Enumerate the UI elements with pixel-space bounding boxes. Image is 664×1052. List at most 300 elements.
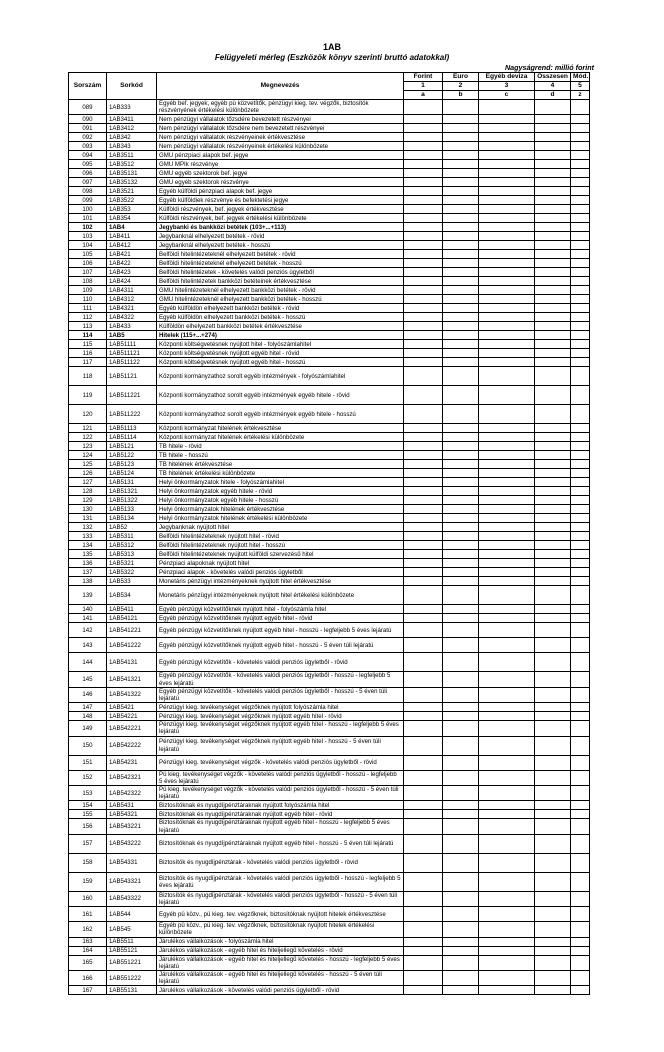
row-value-cell [443, 367, 479, 386]
table-row [69, 469, 590, 478]
row-value-cell [535, 349, 571, 358]
table-row [69, 541, 590, 550]
table-row [69, 169, 590, 178]
header-sorszam: Sorszám [69, 73, 107, 100]
header-col-letter: a [404, 91, 443, 100]
row-value-cell [443, 922, 479, 937]
row-value-cell [535, 703, 571, 712]
row-megnevezes: Jegybanknak nyújtott hitel [157, 523, 404, 532]
table-row [69, 433, 590, 442]
row-sorszam: 100 [69, 205, 107, 214]
table-row [69, 770, 590, 785]
row-sorszam: 131 [69, 514, 107, 523]
table-row [69, 712, 590, 721]
row-value-cell [404, 478, 443, 487]
row-value-cell [443, 623, 479, 638]
table-row [69, 151, 590, 160]
header-col-name: Euro [443, 73, 479, 82]
row-value-cell [479, 367, 535, 386]
row-value-cell [404, 142, 443, 151]
row-value-cell [479, 478, 535, 487]
row-value-cell [535, 133, 571, 142]
row-value-cell [479, 487, 535, 496]
row-value-cell [571, 214, 590, 223]
row-value-cell [443, 214, 479, 223]
table-row [69, 736, 590, 755]
row-value-cell [443, 907, 479, 922]
table-row [69, 160, 590, 169]
row-value-cell [571, 496, 590, 505]
row-value-cell [535, 295, 571, 304]
row-value-cell [535, 755, 571, 770]
row-value-cell [535, 214, 571, 223]
row-value-cell [535, 340, 571, 349]
row-value-cell [571, 810, 590, 819]
row-megnevezes: Belföldi hitelintézeteknek nyújtott hitel - rövid [157, 532, 404, 541]
row-value-cell [571, 986, 590, 995]
row-value-cell [443, 801, 479, 810]
row-value-cell [571, 433, 590, 442]
row-value-cell [571, 703, 590, 712]
table-row [69, 946, 590, 955]
row-value-cell [479, 971, 535, 986]
row-value-cell [535, 250, 571, 259]
row-value-cell [443, 322, 479, 331]
row-value-cell [404, 801, 443, 810]
row-value-cell [535, 623, 571, 638]
row-value-cell [571, 523, 590, 532]
row-sorszam: 107 [69, 268, 107, 277]
form-code: 1AB [322, 42, 341, 52]
row-value-cell [479, 872, 535, 891]
row-value-cell [404, 322, 443, 331]
row-sorkod: 1AB411 [107, 232, 157, 241]
table-row [69, 872, 590, 891]
table-row [69, 614, 590, 623]
row-value-cell [535, 922, 571, 937]
row-value-cell [443, 424, 479, 433]
row-sorkod: 1AB5421 [107, 703, 157, 712]
row-value-cell [404, 178, 443, 187]
row-sorkod: 1AB542221 [107, 721, 157, 736]
table-row [69, 514, 590, 523]
row-value-cell [479, 550, 535, 559]
row-sorszam: 094 [69, 151, 107, 160]
row-value-cell [571, 605, 590, 614]
row-value-cell [443, 755, 479, 770]
row-value-cell [404, 205, 443, 214]
header-col-num: 4 [535, 82, 571, 91]
row-value-cell [404, 687, 443, 702]
row-value-cell [404, 259, 443, 268]
row-sorszam: 098 [69, 187, 107, 196]
row-sorszam: 115 [69, 340, 107, 349]
row-value-cell [535, 331, 571, 340]
table-row [69, 505, 590, 514]
row-value-cell [535, 801, 571, 810]
row-sorkod: 1AB342 [107, 133, 157, 142]
table-row [69, 755, 590, 770]
row-megnevezes: Belföldi hitelintézeteknek nyújtott hitel - hosszú [157, 541, 404, 550]
row-sorkod: 1AB542322 [107, 786, 157, 801]
row-sorszam: 156 [69, 819, 107, 834]
row-value-cell [479, 232, 535, 241]
row-sorkod: 1AB54331 [107, 853, 157, 872]
row-megnevezes: TB hitele - hosszú [157, 451, 404, 460]
row-sorkod: 1AB511221 [107, 386, 157, 405]
row-value-cell [404, 295, 443, 304]
row-value-cell [443, 971, 479, 986]
row-value-cell [404, 160, 443, 169]
header-col-letter: b [443, 91, 479, 100]
row-value-cell [443, 605, 479, 614]
row-sorkod: 1AB5411 [107, 605, 157, 614]
row-value-cell [479, 340, 535, 349]
row-sorszam: 159 [69, 872, 107, 891]
row-value-cell [571, 687, 590, 702]
row-value-cell [443, 786, 479, 801]
row-sorkod: 1AB543322 [107, 891, 157, 906]
header-megnevezes: Megnevezés [157, 73, 404, 100]
row-value-cell [535, 241, 571, 250]
row-value-cell [571, 268, 590, 277]
row-value-cell [571, 169, 590, 178]
row-value-cell [404, 460, 443, 469]
row-megnevezes: Biztosítóknak és nyugdíjpénztáraknak nyújtott egyéb hitel - hosszú - legfeljebb 5 éves lejáratú [157, 819, 404, 834]
row-megnevezes: Monetáris pénzügyi intézményeknek nyújtott hitel értékvesztése [157, 577, 404, 586]
row-sorkod: 1AB3511 [107, 151, 157, 160]
row-sorszam: 127 [69, 478, 107, 487]
row-megnevezes: Belföldi hitelintézetek - követelés valódi penziós ügyletből [157, 268, 404, 277]
table-row [69, 955, 590, 970]
row-value-cell [571, 505, 590, 514]
row-sorszam: 125 [69, 460, 107, 469]
row-value-cell [404, 358, 443, 367]
row-sorkod: 1AB5511 [107, 937, 157, 946]
row-value-cell [479, 559, 535, 568]
row-sorkod: 1AB353 [107, 205, 157, 214]
row-value-cell [404, 241, 443, 250]
table-row [69, 115, 590, 124]
row-value-cell [535, 638, 571, 653]
table-row [69, 819, 590, 834]
row-value-cell [443, 834, 479, 853]
row-value-cell [571, 532, 590, 541]
row-sorszam: 101 [69, 214, 107, 223]
row-value-cell [535, 100, 571, 115]
row-value-cell [404, 605, 443, 614]
row-value-cell [535, 687, 571, 702]
row-value-cell [404, 442, 443, 451]
row-megnevezes: Pénzügyi kieg. tevékenységet végzőknek nyújtott egyéb hitel - hosszú - legfeljebb 5 éves lejáratú [157, 721, 404, 736]
row-megnevezes: Külföldi részvények, bef. jegyek értékvesztése [157, 205, 404, 214]
row-value-cell [443, 770, 479, 785]
table-row [69, 971, 590, 986]
row-value-cell [404, 819, 443, 834]
table-row [69, 568, 590, 577]
row-value-cell [479, 638, 535, 653]
row-sorkod: 1AB54231 [107, 755, 157, 770]
row-megnevezes: Egyéb pénzügyi közvetítőknek nyújtott hitel - folyószámla hitel [157, 605, 404, 614]
row-value-cell [535, 151, 571, 160]
row-value-cell [571, 755, 590, 770]
table-row [69, 295, 590, 304]
row-value-cell [443, 653, 479, 672]
row-megnevezes: Egyéb pénzügyi közvetítők - követelés valódi penziós ügyletből - rövid [157, 653, 404, 672]
row-value-cell [479, 223, 535, 232]
row-value-cell [571, 853, 590, 872]
row-value-cell [404, 971, 443, 986]
row-megnevezes: GMU pénzpiaci alapok bef. jegye [157, 151, 404, 160]
row-sorszam: 117 [69, 358, 107, 367]
row-value-cell [443, 169, 479, 178]
row-value-cell [535, 937, 571, 946]
row-value-cell [479, 496, 535, 505]
row-value-cell [535, 142, 571, 151]
table-row [69, 442, 590, 451]
row-megnevezes: Pénzügyi kieg. tevékenységet végzőknek nyújtott egyéb hitel - hosszú - 5 éven túli lejáratú [157, 736, 404, 755]
row-value-cell [404, 115, 443, 124]
row-sorkod: 1AB511122 [107, 358, 157, 367]
row-megnevezes: TB hitelének értékvesztése [157, 460, 404, 469]
row-value-cell [535, 568, 571, 577]
row-value-cell [479, 133, 535, 142]
row-value-cell [443, 986, 479, 995]
table-row [69, 487, 590, 496]
row-megnevezes: Biztosítók és nyugdíjpénztárak - követelés valódi penziós ügyletből - hosszú - legfeljebb 5 éves lejáratú [157, 872, 404, 891]
row-value-cell [404, 331, 443, 340]
row-value-cell [571, 151, 590, 160]
row-megnevezes: Egyéb pénzügyi közvetítőknek nyújtott egyéb hitel - rövid [157, 614, 404, 623]
row-value-cell [535, 205, 571, 214]
row-sorszam: 164 [69, 946, 107, 955]
row-value-cell [443, 819, 479, 834]
row-value-cell [443, 405, 479, 424]
row-value-cell [443, 268, 479, 277]
row-value-cell [404, 568, 443, 577]
row-value-cell [443, 672, 479, 687]
row-value-cell [479, 819, 535, 834]
row-value-cell [535, 786, 571, 801]
table-row [69, 223, 590, 232]
row-sorkod: 1AB5312 [107, 541, 157, 550]
row-value-cell [535, 115, 571, 124]
row-value-cell [479, 946, 535, 955]
row-value-cell [479, 100, 535, 115]
row-value-cell [443, 946, 479, 955]
row-sorkod: 1AB35131 [107, 169, 157, 178]
row-value-cell [443, 638, 479, 653]
row-value-cell [535, 124, 571, 133]
row-sorszam: 110 [69, 295, 107, 304]
row-value-cell [571, 721, 590, 736]
row-sorkod: 1AB5321 [107, 559, 157, 568]
row-sorkod: 1AB3412 [107, 124, 157, 133]
table-row [69, 623, 590, 638]
row-sorkod: 1AB5133 [107, 505, 157, 514]
table-row [69, 322, 590, 331]
table-row [69, 986, 590, 995]
row-value-cell [404, 786, 443, 801]
row-value-cell [571, 469, 590, 478]
row-sorszam: 103 [69, 232, 107, 241]
row-value-cell [404, 424, 443, 433]
row-value-cell [443, 386, 479, 405]
row-sorkod: 1AB542222 [107, 736, 157, 755]
row-value-cell [404, 672, 443, 687]
row-sorkod: 1AB5122 [107, 451, 157, 460]
row-value-cell [571, 386, 590, 405]
row-value-cell [535, 487, 571, 496]
row-value-cell [404, 133, 443, 142]
row-megnevezes: Biztosítóknak és nyugdíjpénztáraknak nyújtott egyéb hitel - hosszú - 5 éven túli lejáratú [157, 834, 404, 853]
row-value-cell [571, 770, 590, 785]
row-value-cell [571, 550, 590, 559]
row-value-cell [479, 187, 535, 196]
row-value-cell [571, 223, 590, 232]
table-row [69, 550, 590, 559]
table-row [69, 304, 590, 313]
row-value-cell [404, 405, 443, 424]
table-row [69, 653, 590, 672]
row-value-cell [443, 577, 479, 586]
header-col-num: 1 [404, 82, 443, 91]
row-value-cell [443, 349, 479, 358]
row-sorkod: 1AB5313 [107, 550, 157, 559]
row-value-cell [404, 196, 443, 205]
row-value-cell [571, 955, 590, 970]
row-value-cell [479, 986, 535, 995]
row-value-cell [479, 834, 535, 853]
row-sorkod: 1AB343 [107, 142, 157, 151]
row-value-cell [571, 241, 590, 250]
row-value-cell [479, 268, 535, 277]
row-sorszam: 126 [69, 469, 107, 478]
table-row [69, 268, 590, 277]
row-value-cell [479, 331, 535, 340]
row-sorkod: 1AB423 [107, 268, 157, 277]
row-value-cell [443, 478, 479, 487]
row-sorszam: 162 [69, 922, 107, 937]
row-value-cell [479, 623, 535, 638]
row-value-cell [443, 532, 479, 541]
row-value-cell [479, 241, 535, 250]
row-value-cell [404, 614, 443, 623]
row-megnevezes: Pü kieg. tevékenységet végzők - követelés valódi penziós ügyletből - hosszú - 5 éven túli lejáratú [157, 786, 404, 801]
row-value-cell [535, 810, 571, 819]
table-row [69, 124, 590, 133]
row-value-cell [479, 295, 535, 304]
row-sorkod: 1AB5123 [107, 460, 157, 469]
row-value-cell [404, 955, 443, 970]
row-megnevezes: Egyéb külföldön elhelyezett bankközi betétek - hosszú [157, 313, 404, 322]
row-value-cell [571, 405, 590, 424]
table-row [69, 577, 590, 586]
row-megnevezes: Járulékos vállalkozások - egyéb hitel és hiteljellegű követelés - hosszú - legfeljebb 5 éves lejáratú [157, 955, 404, 970]
row-value-cell [571, 568, 590, 577]
row-megnevezes: Egyéb pénzügyi közvetítőknek nyújtott egyéb hitel - hosszú - legfeljebb 5 éves lejáratú [157, 623, 404, 638]
row-value-cell [404, 277, 443, 286]
row-megnevezes: Járulékos vállalkozások - egyéb hitel és hiteljellegű követelés - hosszú - 5 éven túli lejáratú [157, 971, 404, 986]
row-sorkod: 1AB4312 [107, 295, 157, 304]
row-value-cell [479, 115, 535, 124]
row-value-cell [535, 187, 571, 196]
row-value-cell [443, 331, 479, 340]
row-sorkod: 1AB543222 [107, 834, 157, 853]
row-sorszam: 109 [69, 286, 107, 295]
header-col-num: 3 [479, 82, 535, 91]
row-value-cell [479, 853, 535, 872]
row-sorszam: 141 [69, 614, 107, 623]
row-megnevezes: Külföldön elhelyezett bankközi betétek értékvesztése [157, 322, 404, 331]
row-sorkod: 1AB541321 [107, 672, 157, 687]
row-value-cell [443, 514, 479, 523]
row-value-cell [479, 304, 535, 313]
header-col-letter: d [535, 91, 571, 100]
row-megnevezes: Belföldi hitelintézetek bankközi betéteinek értékvesztése [157, 277, 404, 286]
row-value-cell [571, 304, 590, 313]
table-row [69, 133, 590, 142]
row-sorszam: 123 [69, 442, 107, 451]
row-value-cell [479, 151, 535, 160]
row-megnevezes: Egyéb pénzügyi közvetítők - követelés valódi penziós ügyletből - hosszú - legfeljebb 5 éves lejáratú [157, 672, 404, 687]
row-value-cell [404, 340, 443, 349]
row-megnevezes: Egyéb pü közv., pü kieg. tev. végzőknek, biztosítóknak nyújtott hitelek értékvesztése [157, 907, 404, 922]
row-value-cell [404, 638, 443, 653]
row-value-cell [404, 550, 443, 559]
row-megnevezes: Jegybanknál elhelyezett betétek - rövid [157, 232, 404, 241]
table-row [69, 340, 590, 349]
row-value-cell [571, 834, 590, 853]
row-value-cell [571, 907, 590, 922]
table-row [69, 241, 590, 250]
row-value-cell [479, 386, 535, 405]
row-value-cell [571, 115, 590, 124]
row-value-cell [535, 405, 571, 424]
row-sorkod: 1AB354 [107, 214, 157, 223]
row-sorkod: 1AB541322 [107, 687, 157, 702]
row-sorkod: 1AB4311 [107, 286, 157, 295]
row-value-cell [571, 442, 590, 451]
row-sorkod: 1AB51121 [107, 367, 157, 386]
row-value-cell [443, 712, 479, 721]
row-value-cell [479, 523, 535, 532]
row-sorszam: 090 [69, 115, 107, 124]
row-value-cell [443, 124, 479, 133]
row-value-cell [479, 142, 535, 151]
row-value-cell [443, 614, 479, 623]
table-row [69, 672, 590, 687]
row-value-cell [443, 523, 479, 532]
row-megnevezes: Biztosítóknak és nyugdíjpénztáraknak nyújtott egyéb hitel - rövid [157, 810, 404, 819]
row-value-cell [404, 496, 443, 505]
row-value-cell [535, 313, 571, 322]
row-value-cell [404, 586, 443, 605]
row-megnevezes: Nem pénzügyi vállalatok tőzsdére bevezetett részvényei [157, 115, 404, 124]
row-value-cell [404, 755, 443, 770]
row-value-cell [535, 559, 571, 568]
row-sorszam: 132 [69, 523, 107, 532]
header-col-name: Egyéb deviza [479, 73, 535, 82]
row-megnevezes: Biztosítók és nyugdíjpénztárak - követelés valódi penziós ügyletből - rövid [157, 853, 404, 872]
row-value-cell [535, 907, 571, 922]
row-value-cell [404, 223, 443, 232]
row-value-cell [571, 786, 590, 801]
row-value-cell [479, 250, 535, 259]
row-sorszam: 134 [69, 541, 107, 550]
table-row [69, 786, 590, 801]
header-col-name: Forint [404, 73, 443, 82]
